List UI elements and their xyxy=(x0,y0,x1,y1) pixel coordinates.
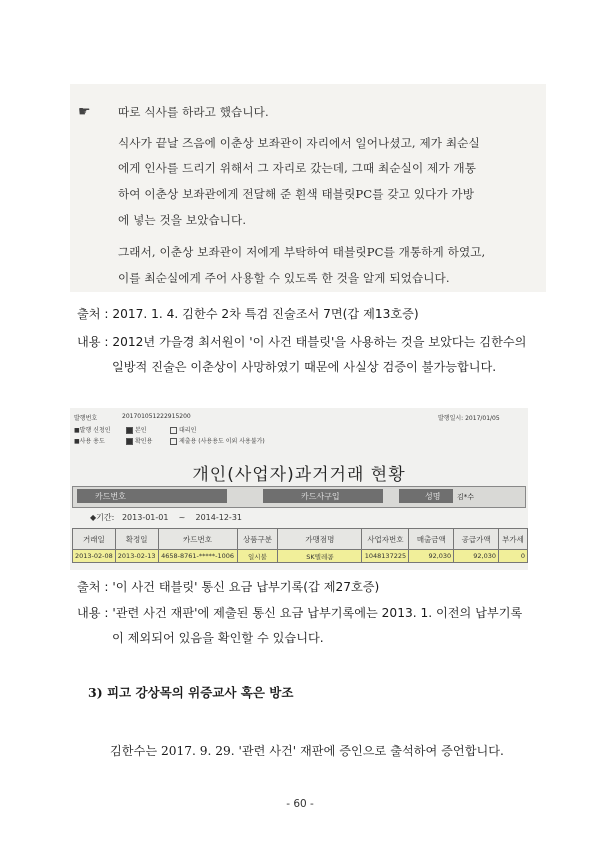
excerpt-line: 이를 최순실에게 주어 사용할 수 있도록 한 것을 알게 되었습니다. xyxy=(118,271,450,285)
excerpt-line: 에게 인사를 드리기 위해서 그 자리로 갔는데, 그때 최순실이 제가 개통 xyxy=(118,161,477,175)
name-value: 김*수 xyxy=(457,493,475,501)
source-citation: 출처 : 2017. 1. 4. 김한수 2차 특검 진술조서 7면(갑 제13호증) xyxy=(77,307,419,321)
excerpt-line: 그래서, 이춘상 보좌관이 저에게 부탁하여 태블릿PC를 개통하게 하였고, xyxy=(118,245,486,259)
usage-submit-option: 제출용 (사용용도 이외 사용불가) xyxy=(170,436,265,445)
redacted-info-bar xyxy=(72,486,526,508)
excerpt-line: 하여 이춘상 보좌관에게 전달해 준 흰색 태블릿PC를 갖고 있다가 가방 xyxy=(118,187,475,201)
applicant-proxy-option: 대리인 xyxy=(170,425,196,434)
header-cell: 부가세 xyxy=(498,529,527,550)
section-paragraph: 김한수는 2017. 9. 29. '관련 사건' 재판에 증인으로 출석하여 증언합니다. xyxy=(110,744,504,758)
source-content: 내용 : 2012년 가을경 최서원이 '이 사건 태블릿'을 사용하는 것을 보았다는 김한수의 xyxy=(77,335,527,349)
table-cell: 1048137225 xyxy=(362,550,409,563)
name-label: 성명 xyxy=(425,492,441,501)
issue-number: 201701051222915200 xyxy=(122,413,191,420)
table-cell: 92,030 xyxy=(409,550,454,563)
header-cell: 공급가액 xyxy=(454,529,499,550)
source-content: 내용 : '관련 사건 재판'에 제출된 통신 요금 납부기록에는 2013. 1. 이전의 납부기록 xyxy=(77,606,523,620)
transaction-table xyxy=(72,528,528,563)
header-cell: 확정일 xyxy=(115,529,158,550)
checkbox-checked-icon xyxy=(126,427,133,434)
header-cell: 거래일 xyxy=(73,529,116,550)
table-cell: SK텔레콤 xyxy=(278,550,362,563)
checkbox-checked-icon xyxy=(126,438,133,445)
issue-number-label: 발행번호 xyxy=(74,415,98,422)
table-cell: 일시불 xyxy=(237,550,278,563)
checkbox-empty-icon xyxy=(170,427,177,434)
hand-pointer-icon: ☛ xyxy=(78,104,91,120)
record-title: 개인(사업자)과거거래 현황 xyxy=(192,465,406,485)
card-company-label: 카드사구입 xyxy=(301,492,340,501)
table-header-row xyxy=(73,529,528,550)
checkbox-empty-icon xyxy=(170,438,177,445)
source-content-continued: 이 제외되어 있음을 확인할 수 있습니다. xyxy=(112,631,324,645)
header-cell: 상품구분 xyxy=(237,529,278,550)
excerpt-line: 따로 식사를 하라고 했습니다. xyxy=(118,105,269,119)
statement-excerpt-image xyxy=(70,84,546,292)
card-number-label: 카드번호 xyxy=(95,492,126,501)
usage-reference-option: 확인용 xyxy=(126,436,152,445)
table-cell: 2013-02-08 xyxy=(73,550,116,563)
header-cell: 사업자번호 xyxy=(362,529,409,550)
table-cell: 0 xyxy=(498,550,527,563)
table-cell: 4658-8761-*****-1006 xyxy=(158,550,237,563)
table-cell: 2013-02-13 xyxy=(115,550,158,563)
period: ◆기간: 2013-01-01 ~ 2014-12-31 xyxy=(90,513,242,522)
applicant-label: ■발행 신청인 xyxy=(74,427,111,434)
transaction-record-image xyxy=(70,408,528,570)
header-cell: 카드번호 xyxy=(158,529,237,550)
section-heading: 3) 피고 강상목의 위증교사 혹은 방조 xyxy=(88,685,294,700)
header-cell: 매출금액 xyxy=(409,529,454,550)
issue-date: 발행일시: 2017/01/05 xyxy=(438,415,500,422)
excerpt-line: 에 넣는 것을 보았습니다. xyxy=(118,213,247,227)
source-content-continued: 일방적 진술은 이춘상이 사망하였기 때문에 사실상 검증이 불가능합니다. xyxy=(112,360,497,374)
source-citation: 출처 : '이 사건 태블릿' 통신 요금 납부기록(갑 제27호증) xyxy=(77,580,380,594)
table-cell: 92,030 xyxy=(454,550,499,563)
usage-label: ■사용 용도 xyxy=(74,438,105,445)
page-number: - 60 - xyxy=(286,798,314,810)
header-cell: 가맹점명 xyxy=(278,529,362,550)
applicant-self-option: 본인 xyxy=(126,425,147,434)
table-row xyxy=(73,550,528,563)
excerpt-line: 식사가 끝날 즈음에 이춘상 보좌관이 자리에서 일어나셨고, 제가 최순실 xyxy=(118,136,480,150)
